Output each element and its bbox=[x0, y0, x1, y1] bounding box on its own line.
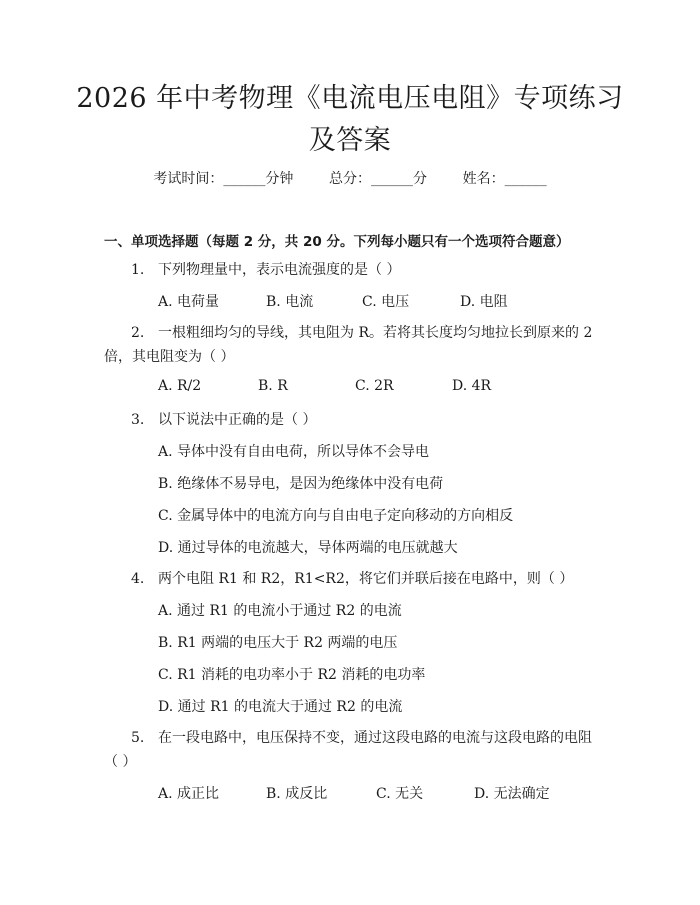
question-text: 两个电阻 R1 和 R2，R1<R2，将它们并联后接在电路中，则（ ） bbox=[158, 571, 574, 587]
option-a: A. 导体中没有自由电荷，所以导体不会导电 bbox=[158, 444, 430, 460]
option-c: C. 2R bbox=[355, 378, 394, 394]
question-1 bbox=[104, 259, 599, 281]
question-number: 3. bbox=[131, 412, 145, 428]
name-label: 姓名：______ bbox=[462, 171, 547, 187]
option-a: A. 成正比 bbox=[158, 786, 220, 802]
option-d: D. 电阻 bbox=[460, 294, 508, 310]
option-b: B. 成反比 bbox=[266, 786, 328, 802]
option-c: C. 无关 bbox=[376, 786, 424, 802]
question-text-line-2: （ ） bbox=[104, 754, 137, 770]
option-b: B. R1 两端的电压大于 R2 两端的电压 bbox=[158, 635, 398, 651]
option-c: C. 金属导体中的电流方向与自由电子定向移动的方向相反 bbox=[158, 508, 514, 524]
option-d: D. 4R bbox=[452, 378, 492, 394]
option-c: C. 电压 bbox=[362, 294, 410, 310]
option-b: B. R bbox=[258, 378, 288, 394]
question-text: 下列物理量中，表示电流强度的是（ ） bbox=[158, 262, 401, 278]
option-d: D. 通过 R1 的电流大于通过 R2 的电流 bbox=[158, 699, 403, 715]
exam-meta bbox=[0, 168, 700, 188]
question-5-continued bbox=[104, 751, 599, 773]
question-text: 以下说法中正确的是（ ） bbox=[158, 412, 317, 428]
title-line-2: 及答案 bbox=[308, 125, 392, 156]
page-title bbox=[60, 78, 640, 162]
exam-time-label: 考试时间：______分钟 bbox=[153, 171, 294, 187]
section-heading: 一、单项选择题（每题 2 分，共 20 分。下列每小题只有一个选项符合题意） bbox=[104, 234, 570, 250]
question-number: 1. bbox=[131, 262, 145, 278]
question-number: 5. bbox=[131, 730, 145, 746]
option-d: D. 无法确定 bbox=[474, 786, 550, 802]
question-text-line-1: 在一段电路中，电压保持不变，通过这段电路的电流与这段电路的电阻 bbox=[158, 730, 592, 746]
question-2 bbox=[104, 322, 599, 344]
question-4 bbox=[104, 568, 599, 590]
option-b: B. 电流 bbox=[266, 294, 314, 310]
option-b: B. 绝缘体不易导电，是因为绝缘体中没有电荷 bbox=[158, 476, 444, 492]
question-3 bbox=[104, 409, 599, 431]
option-c: C. R1 消耗的电功率小于 R2 消耗的电功率 bbox=[158, 667, 426, 683]
title-line-1: 2026 年中考物理《电流电压电阻》专项练习 bbox=[76, 83, 624, 114]
question-number: 2. bbox=[131, 325, 145, 341]
option-a: A. 通过 R1 的电流小于通过 R2 的电流 bbox=[158, 603, 402, 619]
option-d: D. 通过导体的电流越大，导体两端的电压就越大 bbox=[158, 540, 458, 556]
question-number: 4. bbox=[131, 571, 145, 587]
question-5 bbox=[104, 727, 599, 749]
question-text-line-2: 倍，其电阻变为（ ） bbox=[104, 349, 235, 365]
option-a: A. 电荷量 bbox=[158, 294, 220, 310]
score-label: 总分：______分 bbox=[329, 171, 427, 187]
option-a: A. R/2 bbox=[158, 378, 202, 394]
question-2-continued bbox=[104, 346, 599, 368]
question-text-line-1: 一根粗细均匀的导线，其电阻为 R。若将其长度均匀地拉长到原来的 2 bbox=[158, 325, 593, 341]
